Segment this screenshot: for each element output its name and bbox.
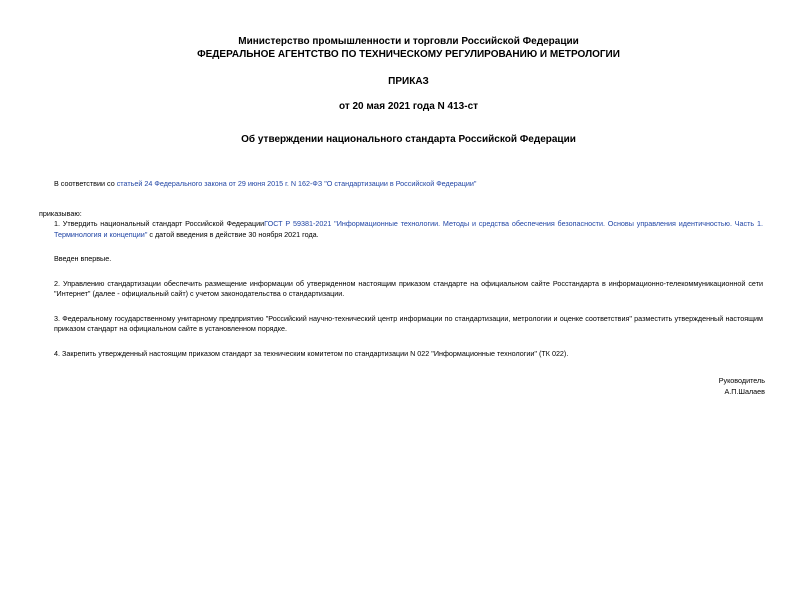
basis-prefix: В соответствии со — [54, 179, 117, 188]
order-heading: ПРИКАЗ — [388, 76, 429, 87]
item-1-prefix: 1. Утвердить национальный стандарт Российской Федерации — [54, 219, 265, 228]
federal-law-link[interactable]: статьей 24 Федерального закона от 29 июня 2015 г. N 162-ФЗ "О стандартизации в Российской Федерации" — [116, 179, 477, 188]
item-4-paragraph: 4. Закрепить утвержденный настоящим приказом стандарт за техническим комитетом по стандартизации N 022 "Информационные технологии" (ТК 022). — [54, 348, 569, 358]
signature-block — [719, 375, 765, 397]
basis-paragraph — [54, 179, 763, 190]
ministry-name: Министерство промышленности и торговли Российской Федерации — [238, 36, 579, 47]
signatory-position: Руководитель — [718, 376, 765, 385]
item-1-paragraph — [54, 219, 763, 240]
item-1-suffix: с датой введения в действие 30 ноября 2021 года. — [147, 229, 319, 239]
document-page — [0, 35, 807, 606]
order-date: от 20 мая 2021 года N 413-ст — [338, 101, 479, 112]
signatory-name: А.П.Шалаев — [724, 387, 765, 396]
orders-word: приказываю: — [39, 208, 82, 218]
order-title: Об утверждении национального стандарта Российской Федерации — [241, 134, 576, 145]
agency-name: ФЕДЕРАЛЬНОЕ АГЕНТСТВО ПО ТЕХНИЧЕСКОМУ РЕГУЛИРОВАНИЮ И МЕТРОЛОГИИ — [197, 49, 620, 60]
gost-standard-link[interactable]: ГОСТ Р 59381-2021 "Информационные технологии. Методы и средства обеспечения безопасности. Основы управления идентичностью. Часть 1. Терминология и концепции" — [54, 219, 763, 239]
item-2-paragraph: 2. Управлению стандартизации обеспечить размещение информации об утвержденном настоящим приказом стандарте на официальном сайте Росстандарта в информационно-телекоммуникационной сети "Интернет" (далее - официальный сайт) с учетом законодательства о стандартизации. — [54, 278, 763, 298]
introduced-note: Введен впервые. — [54, 254, 112, 263]
item-3-paragraph: 3. Федеральному государственному унитарному предприятию "Российский научно-технический центр информации по стандартизации, метрологии и оценке соответствия" разместить утвержденный настоящим приказом стандарт на официальном сайте в установленном порядке. — [54, 313, 763, 333]
